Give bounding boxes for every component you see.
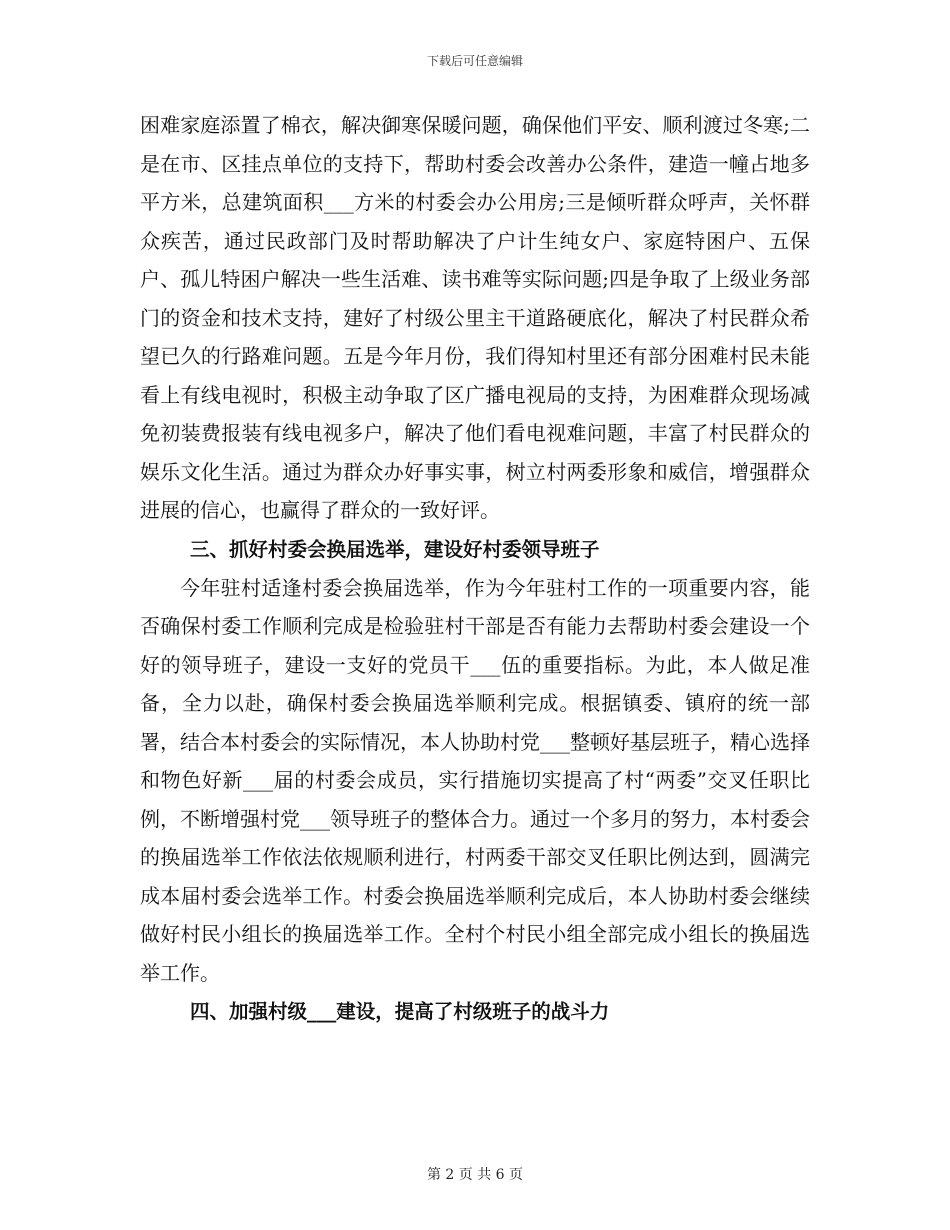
document-body xyxy=(140,106,810,1031)
page-number: 第 2 页 共 6 页 xyxy=(426,1167,524,1183)
page-header-note: 下载后可任意编辑 xyxy=(426,54,523,68)
section-heading-4: 四、加强村级___建设，提高了村级班子的战斗力 xyxy=(190,1000,610,1023)
paragraph-1: 困难家庭添置了棉衣，解决御寒保暖问题，确保他们平安、顺利渡过冬寒;二是在市、区挂点单位的支持下，帮助村委会改善办公条件，建造一幢占地多平方米，总建筑面积___方米的村委会办公用房;三是倾听群众呼声，关怀群众疾苦，通过民政部门及时帮助解决了户计生纯女户、家庭特困户、五保户、孤儿特困户解决一些生活难、读书难等实际问题;四是争取了上级业务部门的资金和技术支持，建好了村级公里主干道路硬底化，解决了村民群众希望已久的行路难问题。五是今年月份，我们得知村里还有部分困难村民未能看上有线电视时，积极主动争取了区广播电视局的支持，为困难群众现场减免初装费报装有线电视多户，解决了他们看电视难问题，丰富了村民群众的娱乐文化生活。通过为群众办好事实事，树立村两委形象和威信，增强群众进展的信心，也赢得了群众的一致好评。 xyxy=(140,113,810,522)
section-heading-3: 三、抓好村委会换届选举，建设好村委领导班子 xyxy=(190,537,600,561)
paragraph-2: 今年驻村适逢村委会换届选举，作为今年驻村工作的一项重要内容，能否确保村委工作顺利完成是检验驻村干部是否有能力去帮助村委会建设一个好的领导班子，建设一支好的党员干___伍的重要指标。为此，本人做足准备，全力以赴，确保村委会换届选举顺利完成。根据镇委、镇府的统一部署，结合本村委会的实际情况，本人协助村党___整顿好基层班子，精心选择和物色好新___届的村委会成员，实行措施切实提高了村“两委”交叉任职比例，不断增强村党___领导班子的整体合力。通过一个多月的努力，本村委会的换届选举工作依法依规顺利进行，村两委干部交叉任职比例达到，圆满完成本届村委会选举工作。村委会换届选举顺利完成后，本人协助村委会继续做好村民小组长的换届选举工作。全村个村民小组全部完成小组长的换届选举工作。 xyxy=(140,575,810,985)
